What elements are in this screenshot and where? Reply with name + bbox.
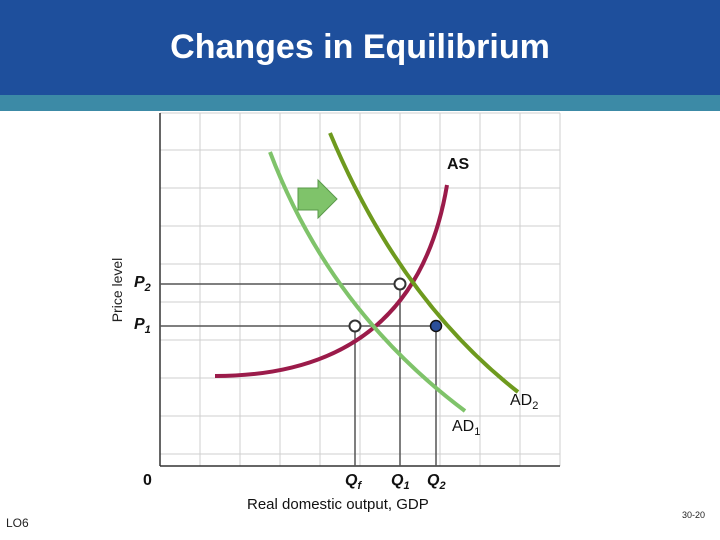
- p1-label: $P_1$: [134, 316, 151, 337]
- qf-label: $Q_f$: [345, 472, 362, 493]
- x-axis-label: Real domestic output, GDP: [247, 496, 429, 513]
- equilibrium-point-no-price-change: [431, 321, 442, 332]
- as-curve-label: AS: [447, 156, 470, 173]
- q2-label: $Q_2$: [427, 472, 446, 493]
- ad1-curve-label: $AD_1$: [452, 418, 481, 439]
- y-axis-label: Price level: [109, 257, 125, 323]
- slide-number: 30-20: [682, 510, 706, 520]
- learning-objective-label: LO6: [6, 516, 29, 530]
- shift-right-arrow: [298, 180, 337, 218]
- slide-title: Changes in Equilibrium: [170, 28, 550, 66]
- equilibrium-point-initial: [350, 321, 361, 332]
- ad2-curve-label: $AD_2$: [510, 392, 539, 413]
- reference-lines: [160, 284, 436, 466]
- equilibrium-point-new: [395, 279, 406, 290]
- p2-label: $P_2$: [134, 274, 151, 295]
- q1-label: $Q_1$: [391, 472, 410, 493]
- grid: [160, 113, 560, 466]
- origin-label: 0: [143, 472, 152, 489]
